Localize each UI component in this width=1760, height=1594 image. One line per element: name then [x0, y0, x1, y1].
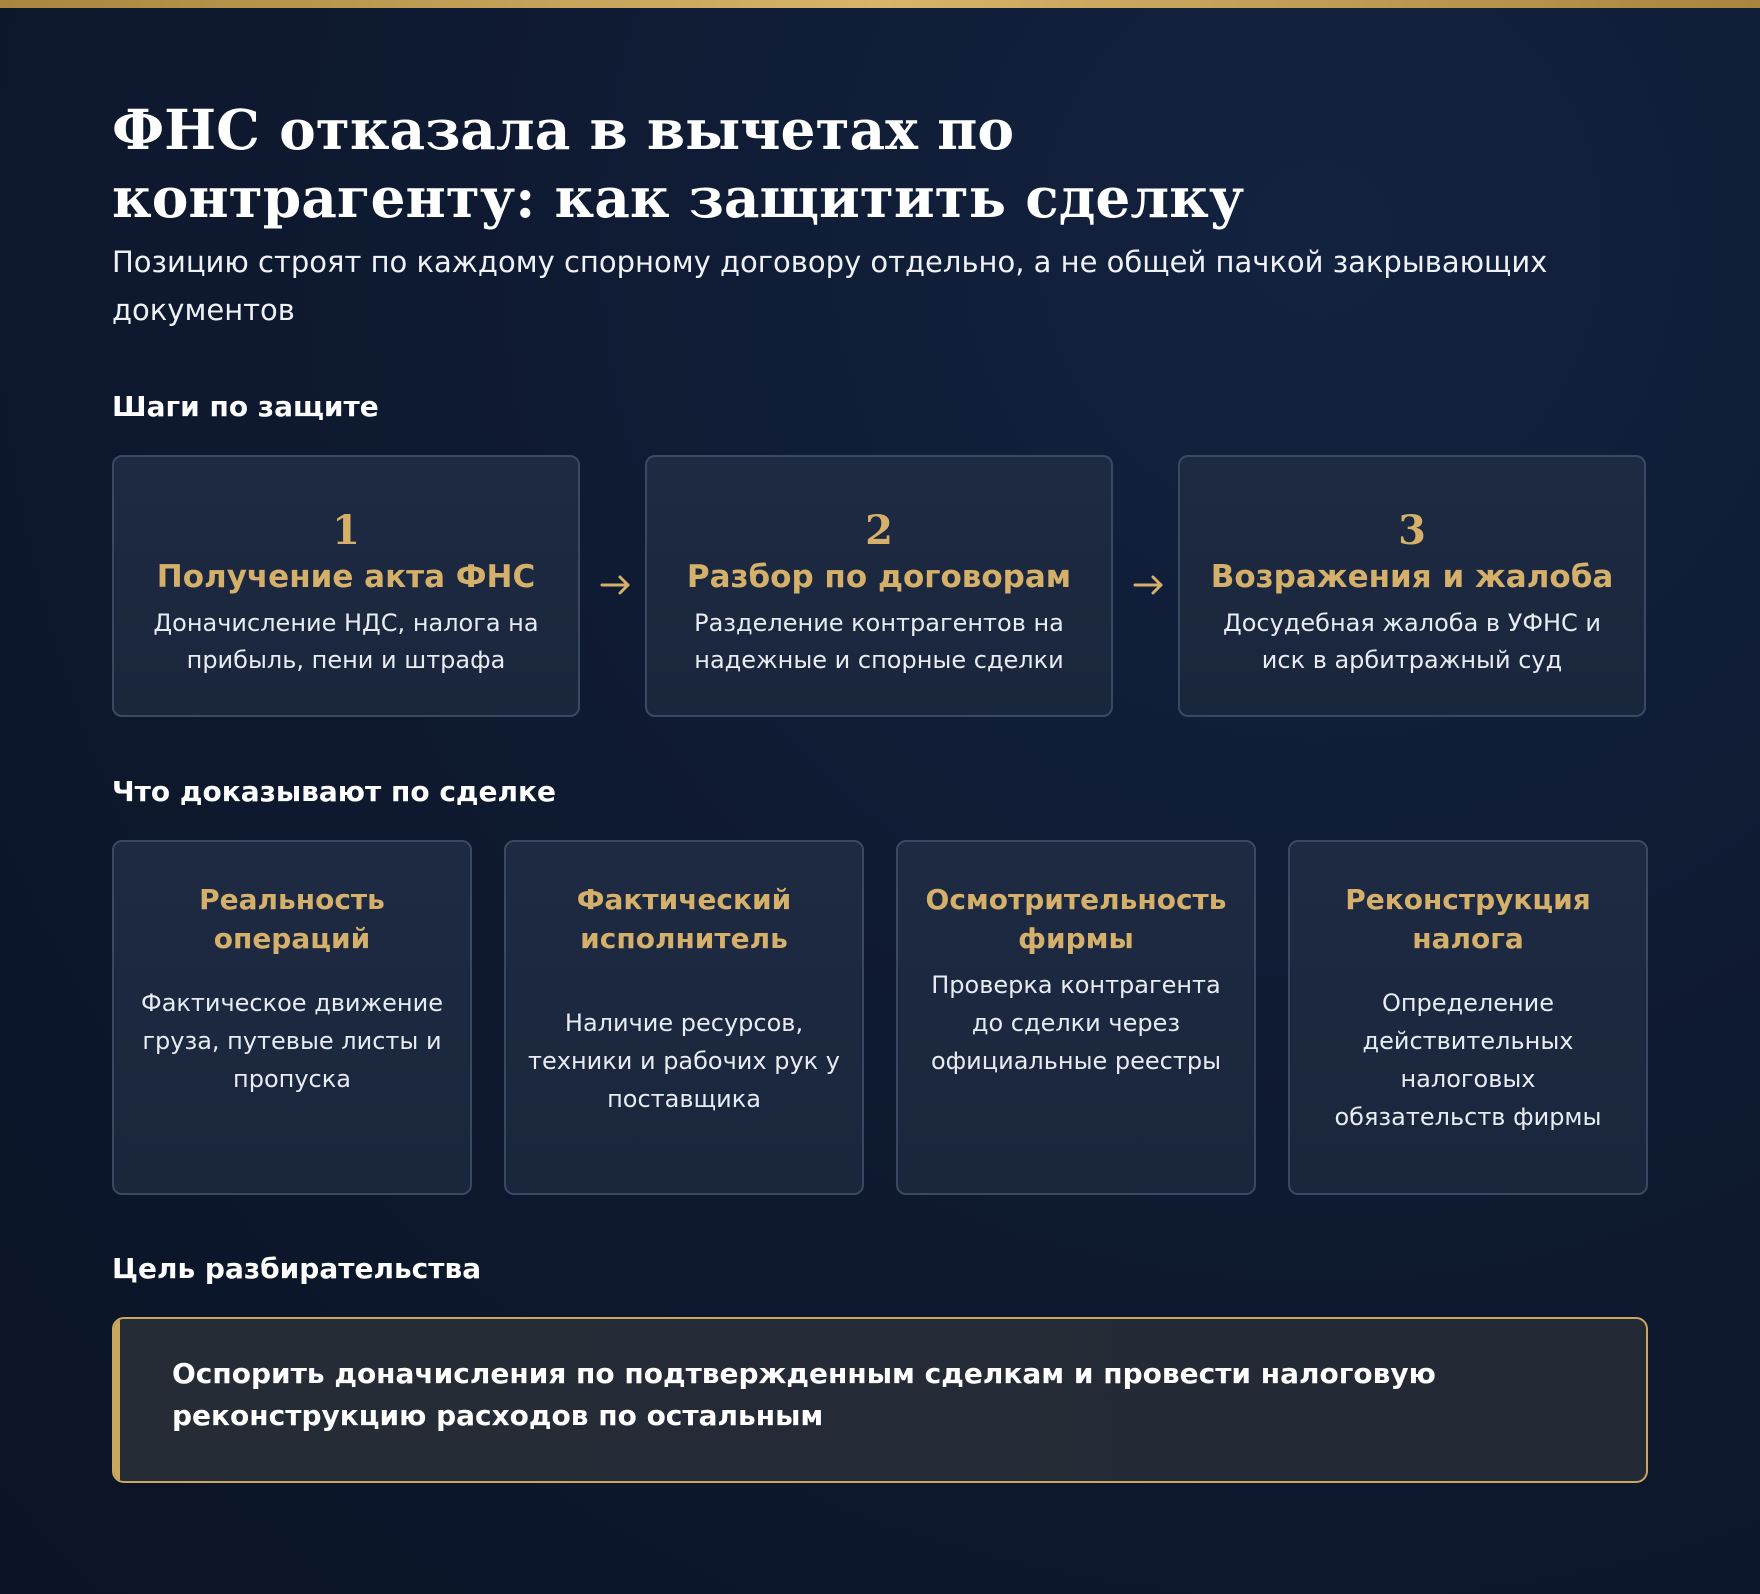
goal-callout	[112, 1317, 1648, 1483]
proof-card-reconstruction	[1288, 840, 1648, 1195]
step-title: Возражения и жалоба	[1210, 559, 1614, 595]
proof-description: Наличие ресурсов, техники и рабочих рук у поставщика	[528, 1009, 840, 1113]
steps-flow	[112, 455, 1648, 719]
step-card-1	[112, 455, 580, 717]
steps-heading: Шаги по защите	[112, 390, 379, 423]
step-number: 2	[865, 507, 893, 554]
step-description: Досудебная жалоба в УФНС и иск в арбитражный суд	[1222, 609, 1602, 674]
goal-heading: Цель разбирательства	[112, 1252, 482, 1285]
step-number: 1	[332, 507, 360, 554]
step-title: Получение акта ФНС	[156, 559, 536, 595]
step-description: Доначисление НДС, налога на прибыль, пени и штрафа	[153, 609, 539, 674]
proof-card-executor	[504, 840, 864, 1195]
proof-title: Осмотрительность фирмы	[925, 883, 1227, 955]
top-accent-bar	[0, 0, 1760, 8]
proof-title: Реконструкция налога	[1345, 883, 1591, 955]
step-card-3	[1178, 455, 1646, 717]
proof-title: Фактический исполнитель	[576, 883, 792, 955]
proof-title: Реальность операций	[199, 883, 385, 955]
page-subtitle: Позицию строят по каждому спорному договору отдельно, а не общей пачкой закрывающих документов	[112, 245, 1548, 327]
goal-accent-bar	[114, 1319, 120, 1481]
proof-card-reality	[112, 840, 472, 1195]
page-title: ФНС отказала в вычетах по контрагенту: как защитить сделку	[112, 97, 1245, 230]
proof-description: Фактическое движение груза, путевые листы и пропуска	[141, 989, 443, 1093]
step-card-2	[645, 455, 1113, 717]
proof-description: Проверка контрагента до сделки через официальные реестры	[930, 971, 1222, 1075]
proof-description: Определение действительных налоговых обязательств фирмы	[1334, 989, 1602, 1131]
step-number: 3	[1398, 507, 1426, 554]
proof-heading: Что доказывают по сделке	[112, 775, 557, 808]
arrow-right-icon	[596, 565, 636, 605]
proof-card-diligence	[896, 840, 1256, 1195]
arrow-right-icon	[1129, 565, 1169, 605]
goal-text: Оспорить доначисления по подтвержденным сделкам и провести налоговую реконструкцию расходов по остальным	[172, 1357, 1436, 1432]
step-title: Разбор по договорам	[686, 559, 1072, 595]
step-description: Разделение контрагентов на надежные и спорные сделки	[694, 609, 1064, 674]
proof-grid	[112, 840, 1648, 1196]
